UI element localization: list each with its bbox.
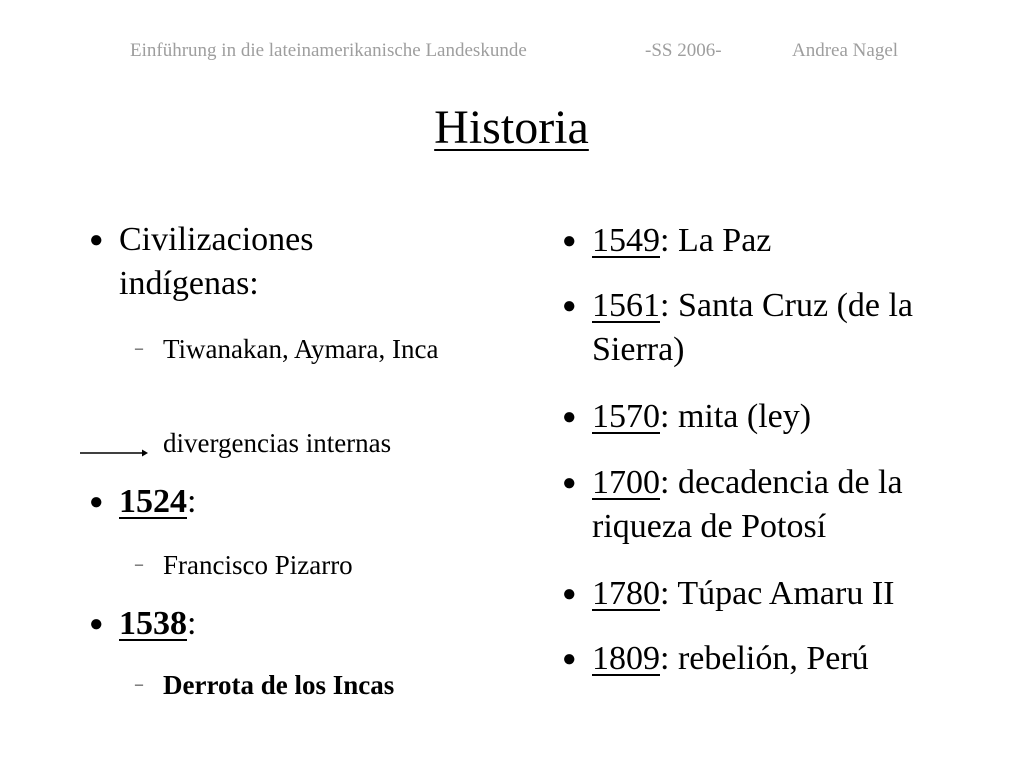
- timeline-year: 1561: [592, 287, 660, 324]
- bullet-icon: ●: [89, 489, 104, 515]
- bullet-icon: ●: [89, 227, 104, 253]
- timeline-item: [562, 572, 982, 616]
- dash-icon: –: [135, 676, 143, 693]
- dash-icon: –: [135, 340, 143, 357]
- dash-icon: –: [135, 556, 143, 573]
- cultures-text: Tiwanakan, Aymara, Inca: [163, 334, 439, 364]
- year-1538: 1538: [119, 605, 187, 642]
- year-1524: 1524: [119, 483, 187, 520]
- timeline-text: : mita (ley): [660, 398, 812, 435]
- timeline-year: 1700: [592, 464, 660, 501]
- slide-title: Historia: [434, 101, 589, 154]
- timeline-year: 1570: [592, 398, 660, 435]
- pizarro-text: Francisco Pizarro: [163, 550, 353, 580]
- timeline-item: [562, 461, 982, 549]
- bullet-icon: ●: [562, 404, 577, 430]
- timeline-item: [562, 637, 982, 681]
- list-item-1538: [89, 602, 197, 646]
- course-name: Einführung in die lateinamerikanische Landeskunde: [130, 40, 527, 61]
- timeline-item: [562, 395, 982, 439]
- list-item-civilizaciones: [89, 218, 409, 306]
- bullet-icon: ●: [562, 228, 577, 254]
- author-name: Andrea Nagel: [792, 40, 899, 61]
- right-arrow-icon: [80, 448, 148, 458]
- bullet-icon: ●: [562, 646, 577, 672]
- timeline-item: [562, 219, 982, 263]
- timeline-text: : Túpac Amaru II: [660, 575, 895, 612]
- timeline-text: : rebelión, Perú: [660, 640, 869, 677]
- timeline-text: : Santa Cruz (de la Sierra): [592, 287, 914, 368]
- colon: :: [187, 605, 197, 642]
- sub-item-pizarro: [135, 547, 353, 583]
- timeline-year: 1809: [592, 640, 660, 677]
- sub-item-cultures: [135, 331, 483, 367]
- colon: :: [187, 483, 197, 520]
- divergence-text: divergencias internas: [163, 428, 392, 458]
- bullet-icon: ●: [562, 293, 577, 319]
- timeline-text: : La Paz: [660, 222, 772, 259]
- timeline-item: [562, 284, 982, 372]
- semester-label: -SS 2006-: [645, 40, 722, 61]
- bullet-icon: ●: [562, 470, 577, 496]
- right-column: [562, 0, 1010, 767]
- sub-item-derrota: [135, 667, 503, 703]
- list-item-1524: [89, 480, 197, 524]
- civilizaciones-label: Civilizaciones indígenas:: [119, 221, 314, 302]
- bullet-icon: ●: [89, 611, 104, 637]
- bullet-icon: ●: [562, 581, 577, 607]
- timeline-year: 1549: [592, 222, 660, 259]
- derrota-text: Derrota de los Incas: [163, 670, 395, 700]
- timeline-text: : decadencia de la riqueza de Potosí: [592, 464, 903, 545]
- divergence-item: [163, 425, 503, 461]
- timeline-year: 1780: [592, 575, 660, 612]
